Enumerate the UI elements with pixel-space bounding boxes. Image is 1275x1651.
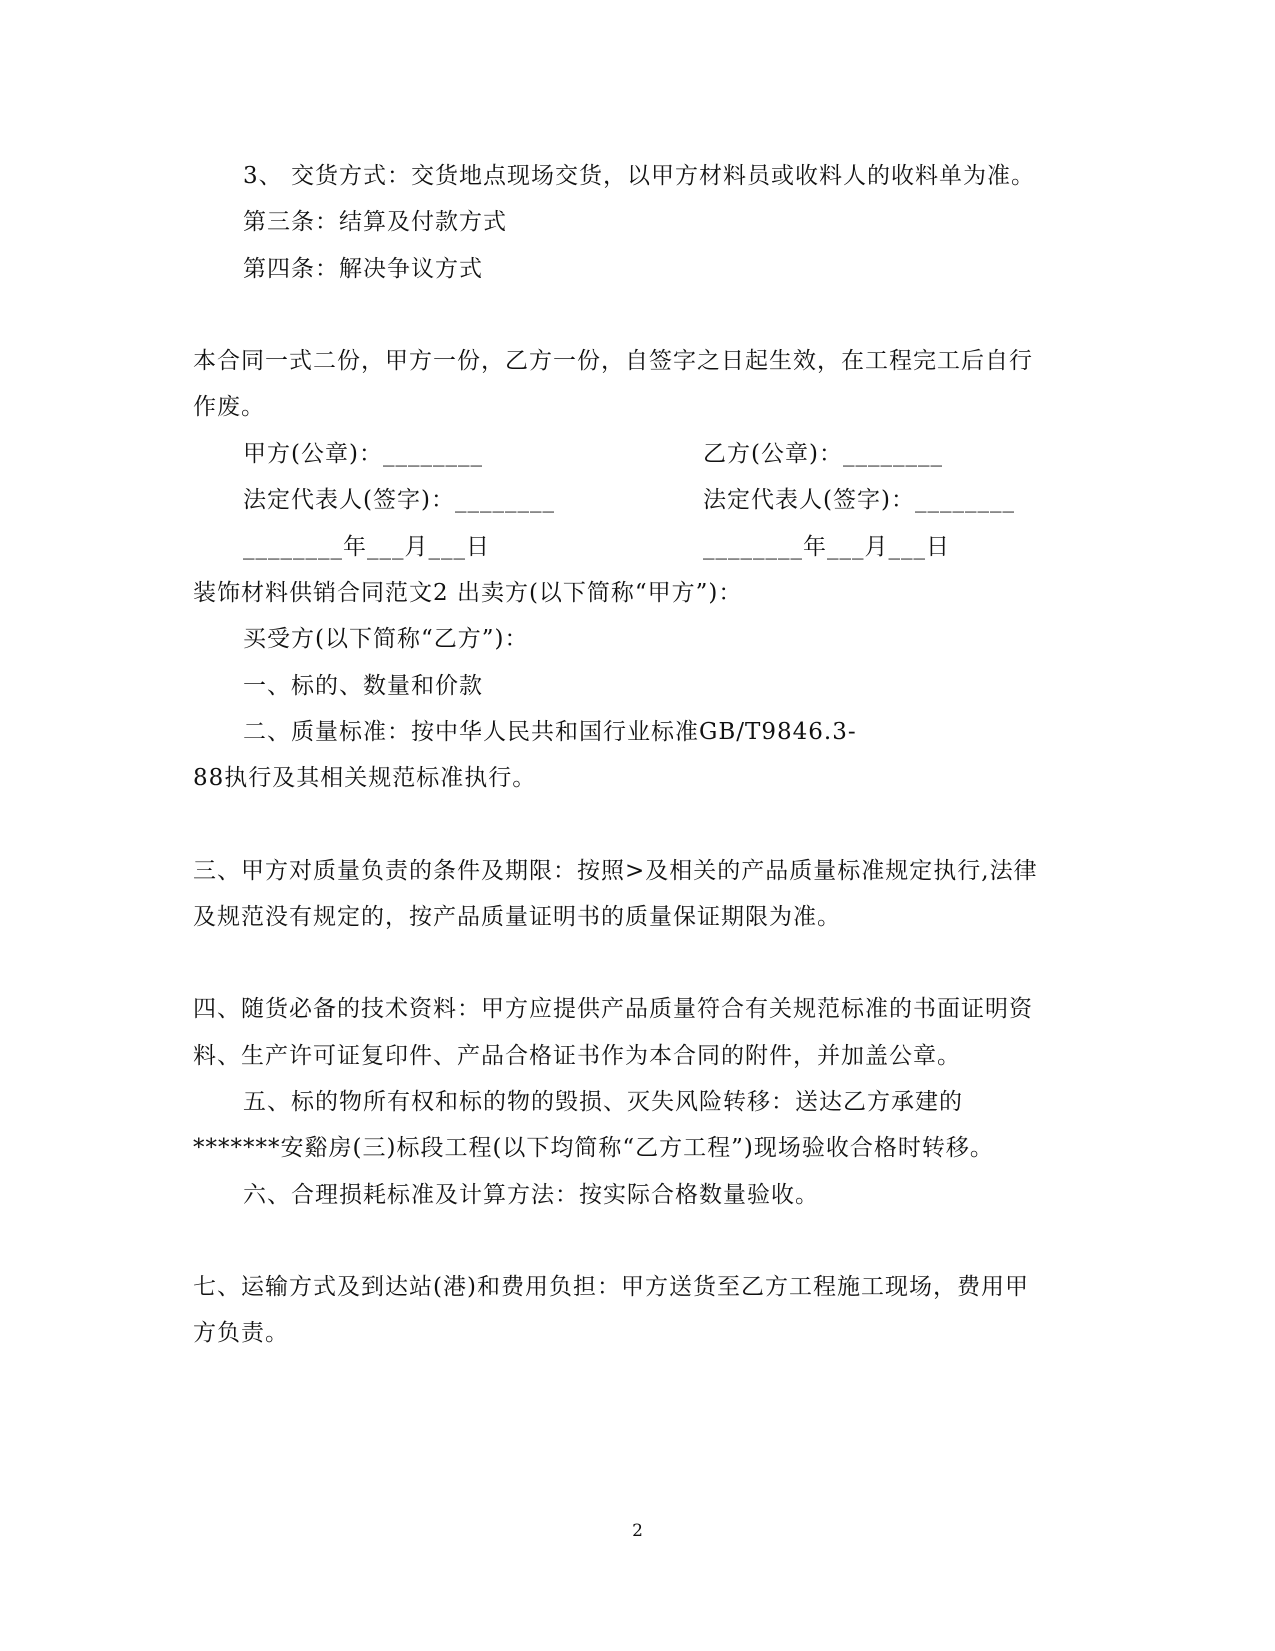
clause-seven-cont: 方负责。 bbox=[193, 1320, 289, 1346]
party-a-representative-field: 法定代表人(签字)：________ bbox=[243, 487, 555, 513]
clause-four-cont: 料、生产许可证复印件、产品合格证书作为本合同的附件，并加盖公章。 bbox=[193, 1043, 961, 1069]
clause-seven: 七、运输方式及到达站(港)和费用负担：甲方送货至乙方工程施工现场，费用甲 bbox=[193, 1274, 1029, 1300]
clause-five: 五、标的物所有权和标的物的毁损、灭失风险转移：送达乙方承建的 bbox=[243, 1089, 963, 1115]
delivery-method-clause: 3、 交货方式：交货地点现场交货，以甲方材料员或收料人的收料单为准。 bbox=[243, 163, 1035, 189]
article-three-heading: 第三条：结算及付款方式 bbox=[243, 209, 507, 235]
page-number: 2 bbox=[632, 1521, 643, 1541]
clause-two-cont: 88执行及其相关规范标准执行。 bbox=[193, 765, 537, 791]
clause-four: 四、随货必备的技术资料：甲方应提供产品质量符合有关规范标准的书面证明资 bbox=[193, 996, 1033, 1022]
party-b-seal-field: 乙方(公章)：________ bbox=[703, 441, 943, 467]
party-b-representative-field: 法定代表人(签字)：________ bbox=[703, 487, 1015, 513]
contract-copies-paragraph-cont: 作废。 bbox=[193, 394, 265, 420]
buyer-line: 买受方(以下简称“乙方”)： bbox=[243, 626, 529, 652]
party-a-seal-field: 甲方(公章)：________ bbox=[243, 441, 483, 467]
clause-three-cont: 及规范没有规定的，按产品质量证明书的质量保证期限为准。 bbox=[193, 904, 841, 930]
clause-six: 六、合理损耗标准及计算方法：按实际合格数量验收。 bbox=[243, 1182, 819, 1208]
clause-two: 二、质量标准：按中华人民共和国行业标准GB/T9846.3- bbox=[243, 719, 857, 745]
party-b-date-field: ________年___月___日 bbox=[703, 534, 950, 560]
contract-copies-paragraph: 本合同一式二份，甲方一份，乙方一份，自签字之日起生效，在工程完工后自行 bbox=[193, 348, 1033, 374]
article-four-heading: 第四条：解决争议方式 bbox=[243, 256, 483, 282]
clause-one: 一、标的、数量和价款 bbox=[243, 673, 483, 699]
clause-three: 三、甲方对质量负责的条件及期限：按照>及相关的产品质量标准规定执行,法律 bbox=[193, 858, 1038, 884]
clause-five-cont: *******安谿房(三)标段工程(以下均简称“乙方工程”)现场验收合格时转移。 bbox=[193, 1135, 994, 1161]
contract-title-seller: 装饰材料供销合同范文2 出卖方(以下简称“甲方”)： bbox=[193, 580, 743, 606]
party-a-date-field: ________年___月___日 bbox=[243, 534, 490, 560]
